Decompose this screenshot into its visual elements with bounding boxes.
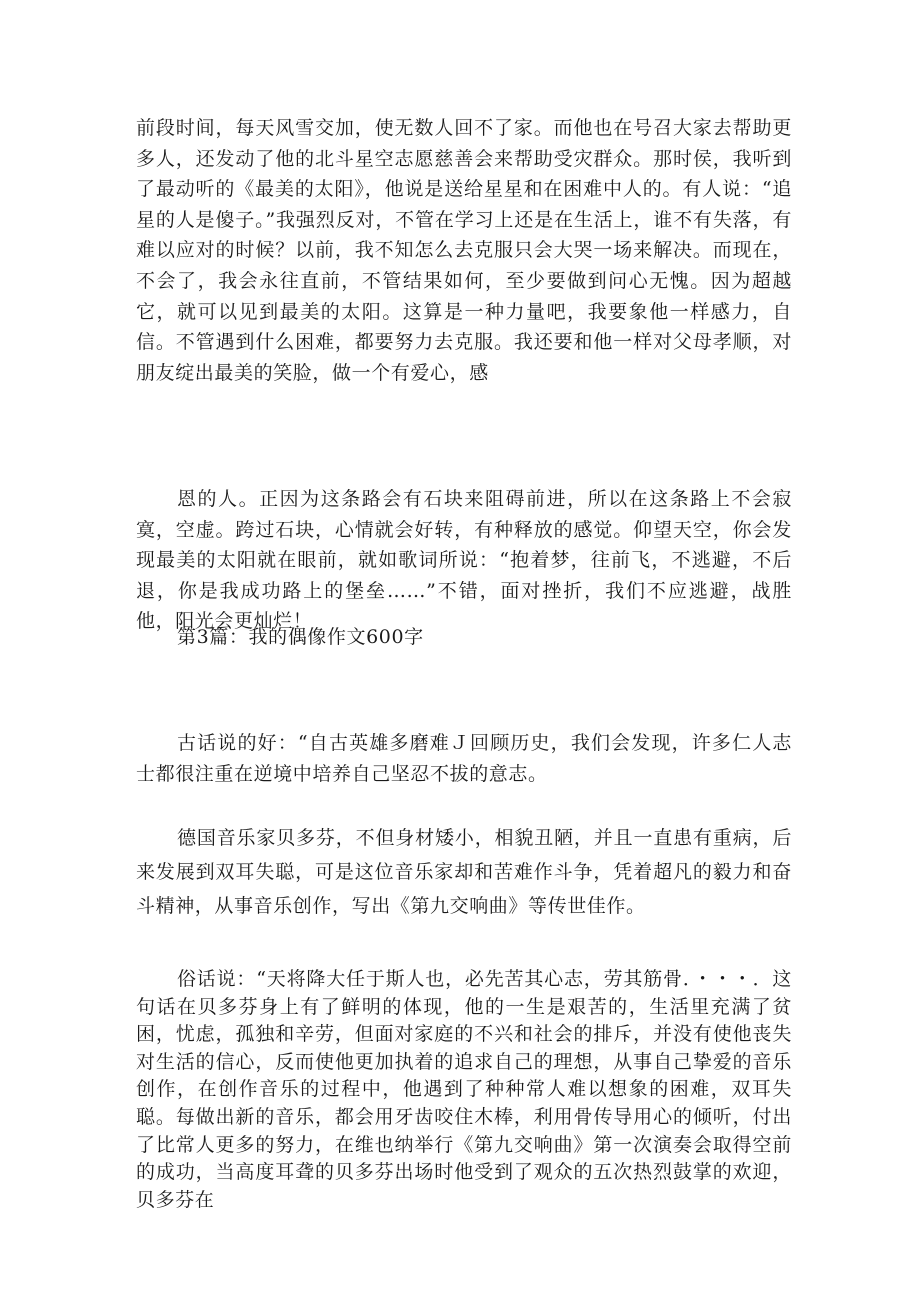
paragraph-gratitude: 恩的人。正因为这条路会有石块来阻碍前进，所以在这条路上不会寂寞，空虚。跨过石块，心情就会好转，有种释放的感觉。仰望天空，你会发现最美的太阳就在眼前，就如歌词所说：“抱着梦，往前飞，不逃避，不后退，你是我成功路上的堡垒……”不错，面对挫折，我们不应逃避，战胜他，阳光会更灿烂！ <box>136 488 792 633</box>
section-heading: 第3篇：我的偶像作文600字 <box>177 626 424 648</box>
paragraph-continuation: 前段时间，每天风雪交加，使无数人回不了家。而他也在号召大家去帮助更多人，还发动了他的北斗星空志愿慈善会来帮助受灾群众。那时侯，我听到了最动听的《最美的太阳》，他说是送给星星和在困难中人的。有人说：“追星的人是傻子。”我强烈反对，不管在学习上还是在生活上，谁不有失落，有难以应对的时候？以前，我不知怎么去克服只会大哭一场来解决。而现在，不会了，我会永往直前，不管结果如何，至少要做到问心无愧。因为超越它，就可以见到最美的太阳。这算是一种力量吧，我要象他一样感力，自信。不管遇到什么困难，都要努力去克服。我还要和他一样对父母孝顺，对朋友绽出最美的笑脸，做一个有爱心，感 <box>136 117 792 384</box>
paragraph-proverb: 古话说的好：“自古英雄多磨难Ｊ回顾历史，我们会发现，许多仁人志士都很注重在逆境中培养自己坚忍不拔的意志。 <box>136 732 792 785</box>
paragraph-beethoven: 德国音乐家贝多芬，不但身材矮小，相貌丑陋，并且一直患有重病，后来发展到双耳失聪，可是这位音乐家却和苦难作斗争，凭着超凡的毅力和奋斗精神，从事音乐创作，写出《第九交响曲》等传世佳作。 <box>136 827 792 917</box>
paragraph-saying: 俗话说：“天将降大任于斯人也，必先苦其心志，劳其筋骨．・・・．这句话在贝多芬身上有了鲜明的体现，他的一生是艰苦的，生活里充满了贫困，忧虑，孤独和辛劳，但面对家庭的不兴和社会的排斥，并没有使他丧失对生活的信心，反而使他更加执着的追求自己的理想，从事自己挚爱的音乐创作，在创作音乐的过程中，他遇到了种种常人难以想象的困难，双耳失聪。每做出新的音乐，都会用牙齿咬住木棒，利用骨传导用心的倾听，付出了比常人更多的努力，在维也纳举行《第九交响曲》第一次演奏会取得空前的成功，当高度耳聋的贝多芬出场时他受到了观众的五次热烈鼓掌的欢迎，贝多芬在 <box>136 968 792 1211</box>
